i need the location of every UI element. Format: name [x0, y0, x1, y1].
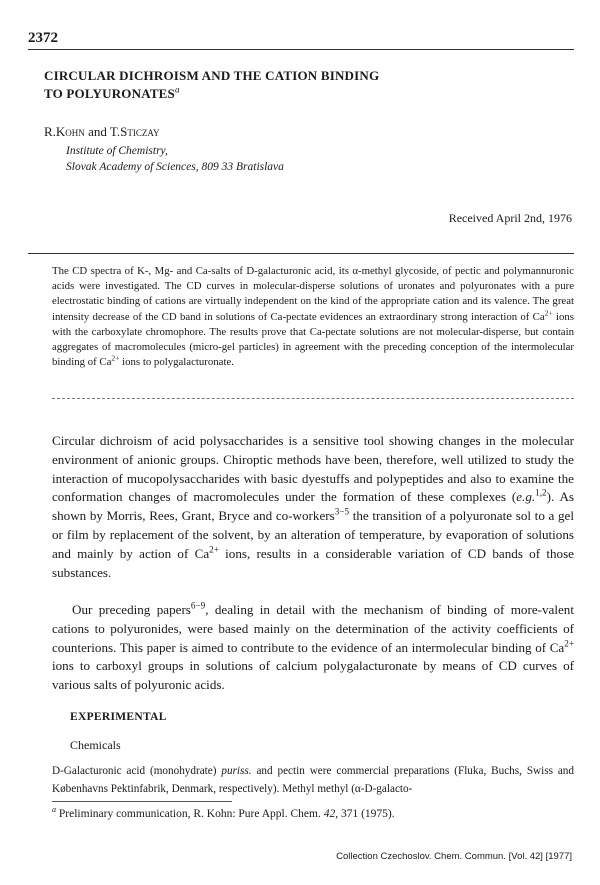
abstract-top-rule — [28, 253, 574, 254]
article-title — [44, 67, 494, 103]
authors: R.Kohn and T.Sticzay — [44, 124, 160, 139]
author-2: Sticzay — [120, 124, 160, 139]
section-heading-experimental: EXPERIMENTAL — [70, 711, 167, 723]
title-line-2: TO POLYURONATES — [44, 86, 175, 101]
affiliation-line-2: Slovak Academy of Sciences, 809 33 Bratislava — [66, 161, 284, 173]
footnote: $^a$ Preliminary communication, R. Kohn: Pure Appl. Chem. 42, 371 (1975). — [52, 805, 395, 820]
header-rule — [28, 49, 574, 50]
intro-paragraph-1: Circular dichroism of acid polysaccharides is a sensitive tool showing changes in the molecular environment of anionic groups. Chiroptic methods have been, therefore, well utilized to study the interaction of mucopolysaccharides with basic dyestuffs and polypeptides and also to examine the conformation changes of macromolecules under the formation of these complexes (e.g.$^{1,2}$). As shown by Morris, Rees, Grant, Bryce and co-workers$^{3-5}$ the transition of a polyuronate sol to a gel or film by replacement of the solvent, by an alteration of temperature, by evaporation of solutions and mainly by action of $Ca^{2+}$ ions, results in a considerable variation of CD bands of those substances. — [52, 433, 574, 580]
received-date: Received April 2nd, 1976 — [448, 211, 572, 225]
abstract-bottom-rule — [52, 398, 574, 399]
title-footnote-mark: a — [175, 84, 180, 95]
page-number: 2372 — [28, 30, 58, 46]
affiliation — [66, 143, 284, 175]
abstract: The CD spectra of K-, Mg- and Ca-salts of D-galacturonic acid, its α-methyl glycoside, of pectic and polymannuronic acids were investigated. The CD curves in molecular-disperse solutions of uronates and polyuronates with a pure electrostatic binding of cations are virtually independent on the kind of the appropriate cation and its valence. The great intensity decrease of the CD band in solutions of Ca-pectate evidences an extraordinary strong interaction of $Ca^{2+}$ ions with the carboxylate chromophore. The results prove that Ca-pectate solutions are not molecular-disperse, but contain aggregates of macromolecules (micro-gel particles) in agreement with the preceding conception of the intermolecular binding of $Ca^{2+}$ ions to polygalacturonate. — [52, 265, 574, 369]
title-line-1: CIRCULAR DICHROISM AND THE CATION BINDING — [44, 68, 380, 83]
footnote-rule — [52, 801, 232, 802]
affiliation-line-1: Institute of Chemistry, — [66, 145, 168, 157]
author-1: Kohn — [55, 124, 85, 139]
journal-footer: Collection Czechoslov. Chem. Commun. [Vol. 42] [1977] — [336, 851, 572, 862]
intro-paragraph-2: Our preceding papers$^{6-9}$, dealing in detail with the mechanism of binding of more-valent cations to polyuronides, were based mainly on the determination of the activity coefficients of counterions. This paper is aimed to contribute to the evidence of an intermolecular binding of $Ca^{2+}$ ions to carboxyl groups in solutions of calcium polygalacturonate by means of CD curves of various salts of polyuronic acids. — [52, 600, 574, 693]
chemicals-paragraph: D-Galacturonic acid (monohydrate) puriss. and pectin were commercial preparations (Fluka, Buchs, Swiss and Københavns Pektinfabrik, Denmark, respectively). Methyl methyl (α-D-galacto- — [52, 765, 574, 795]
subsection-heading-chemicals: Chemicals — [70, 738, 121, 752]
